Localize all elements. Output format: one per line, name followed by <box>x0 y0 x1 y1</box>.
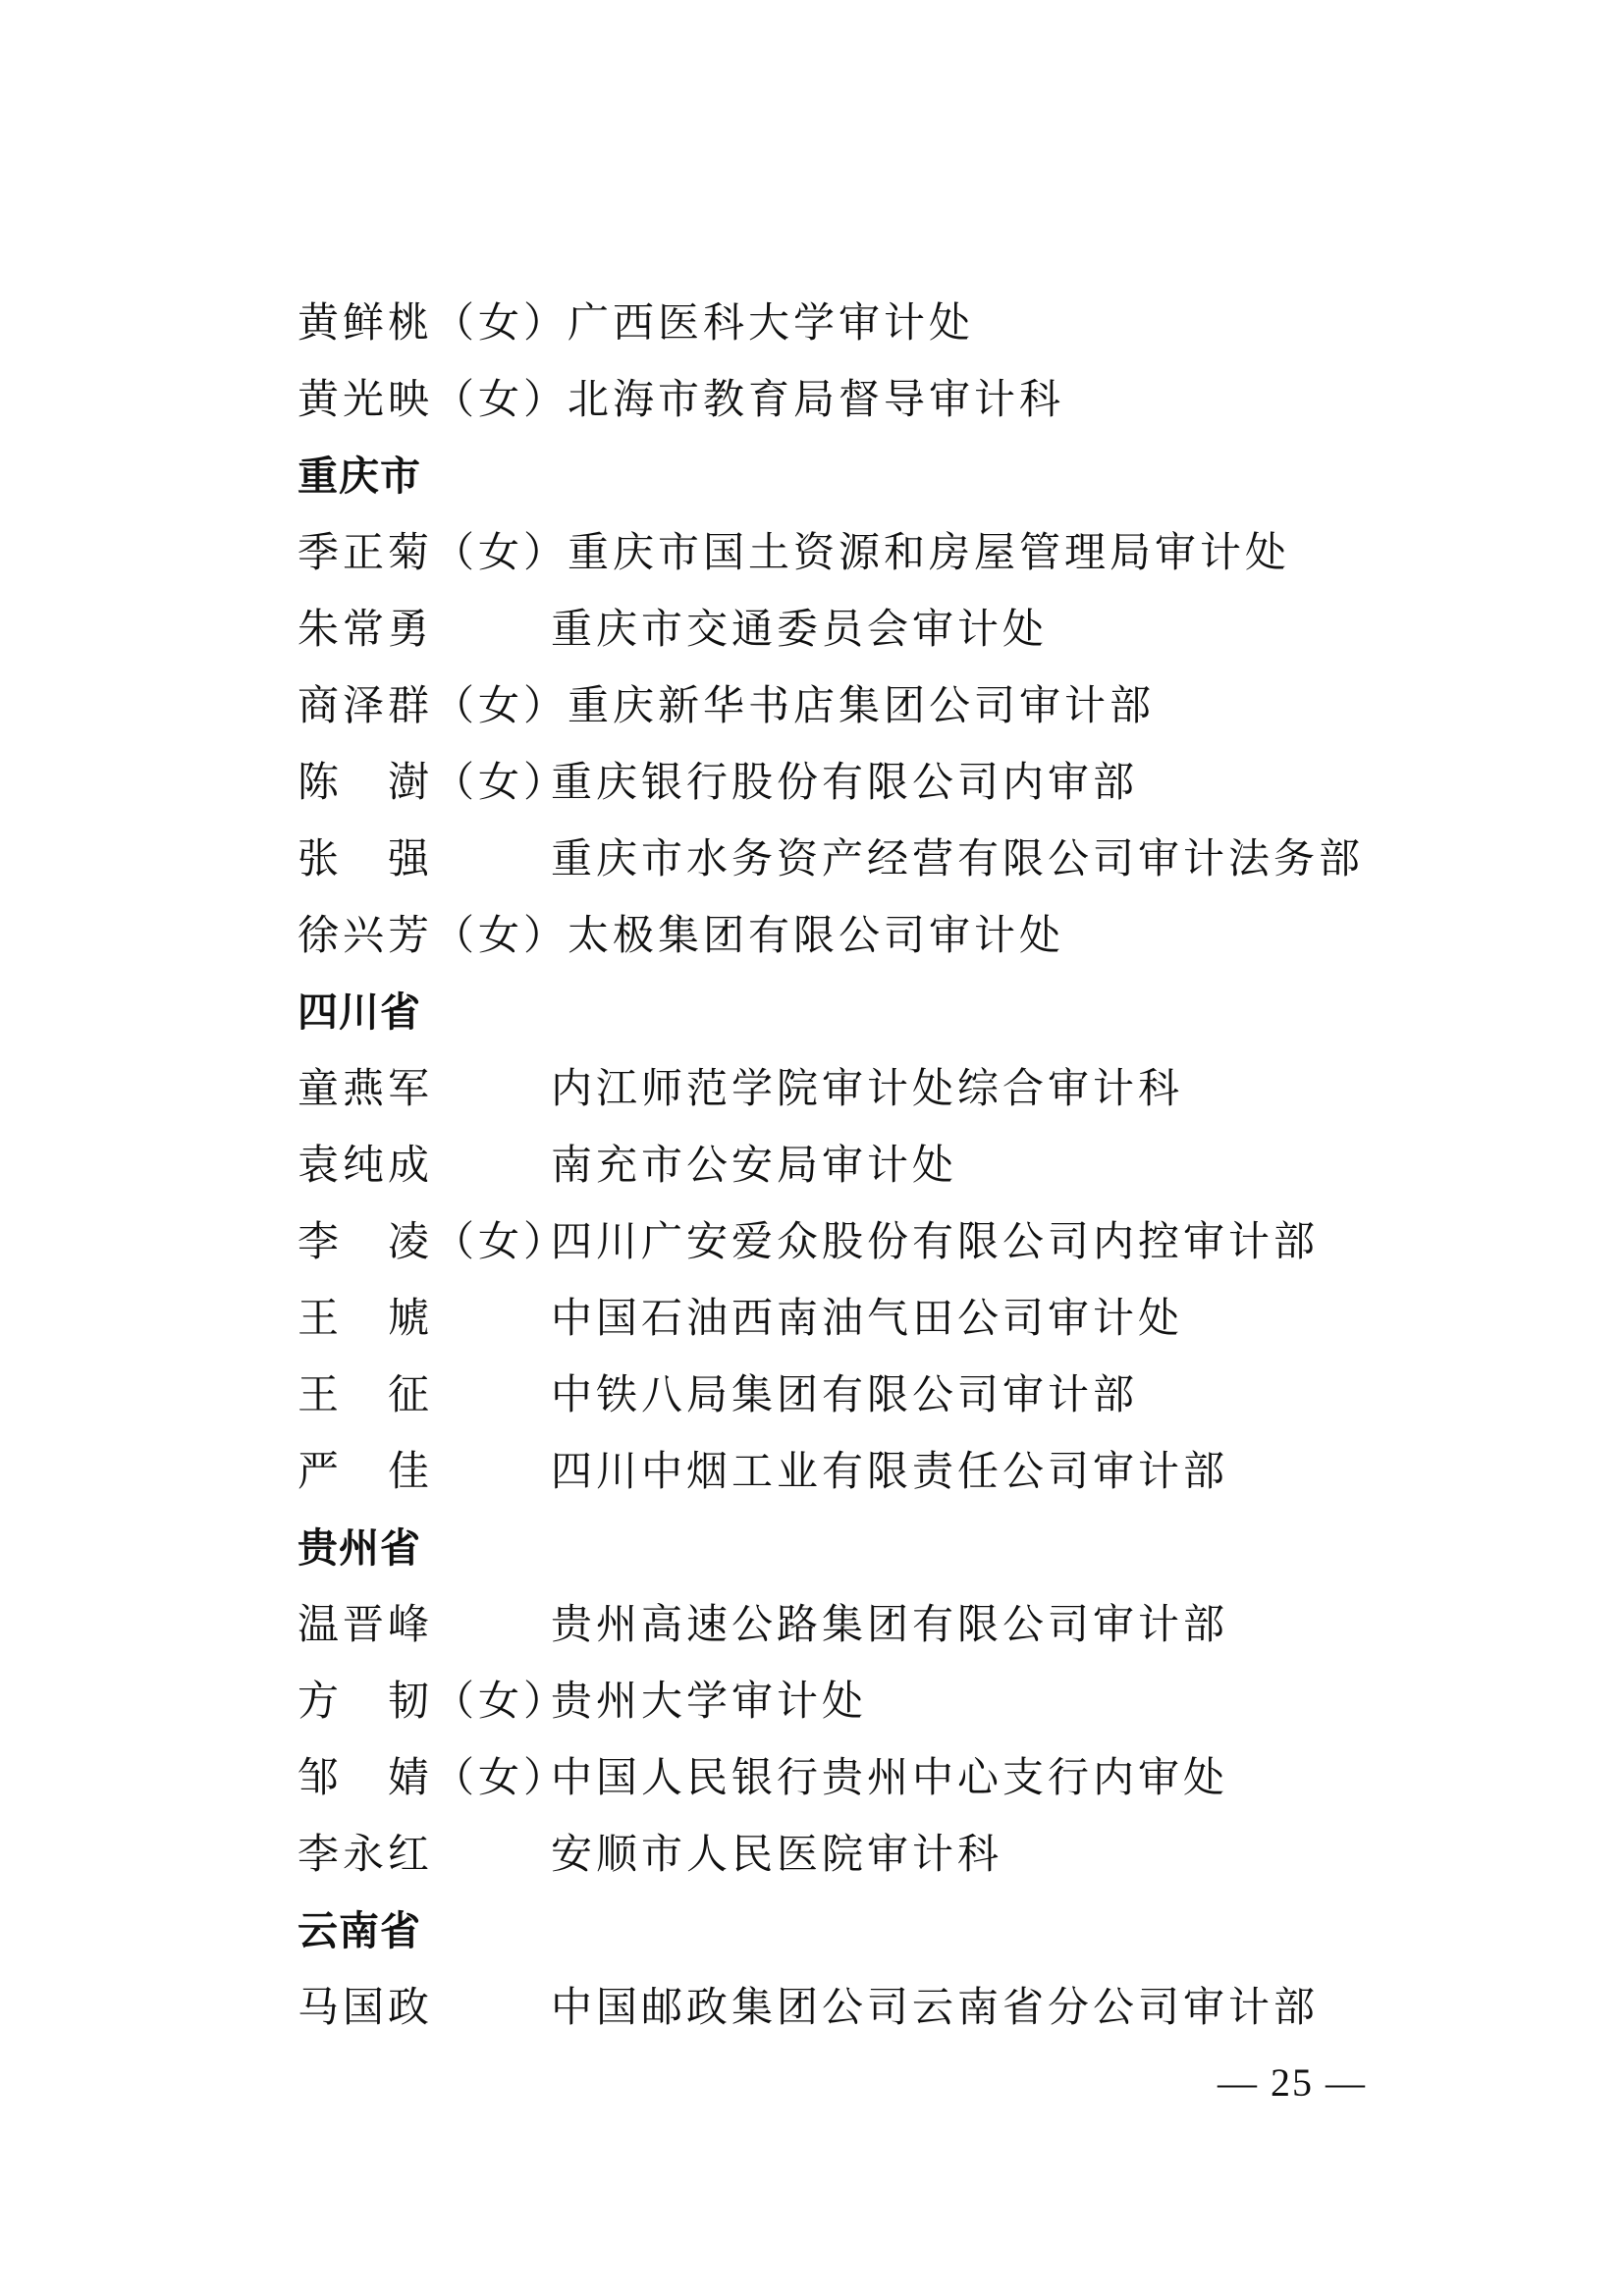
page-number: — 25 — <box>1218 2060 1367 2105</box>
roster-entry <box>298 1433 1397 1510</box>
roster-entry <box>298 1127 1397 1203</box>
work-unit: 重庆市交通委员会审计处 <box>551 605 1049 653</box>
person-name: 邹 婧（女） <box>298 1753 569 1801</box>
person-name: 商泽群（女） <box>298 681 569 729</box>
work-unit: 重庆新华书店集团公司审计部 <box>568 681 1156 729</box>
work-unit: 中铁八局集团有限公司审计部 <box>551 1370 1139 1418</box>
roster-entry <box>298 285 1397 361</box>
roster-entry <box>298 897 1397 974</box>
roster-entry <box>298 744 1397 821</box>
roster-entry <box>298 1586 1397 1663</box>
work-unit: 广西医科大学审计处 <box>568 298 975 347</box>
person-name: 张 强 <box>298 834 434 882</box>
work-unit: 中国人民银行贵州中心支行内审处 <box>551 1753 1229 1801</box>
section-heading: 四川省 <box>298 988 421 1036</box>
section-heading: 贵州省 <box>298 1524 421 1572</box>
work-unit: 重庆市水务资产经营有限公司审计法务部 <box>551 834 1365 882</box>
person-name: 温晋峰 <box>298 1600 434 1648</box>
roster-entry <box>298 1663 1397 1739</box>
roster-entry <box>298 361 1397 438</box>
person-name: 朱常勇 <box>298 605 434 653</box>
roster-entry <box>298 821 1397 897</box>
person-name: 方 韧（女） <box>298 1677 569 1725</box>
roster-entry <box>298 667 1397 744</box>
work-unit: 北海市教育局督导审计科 <box>568 375 1065 423</box>
section-heading: 云南省 <box>298 1907 421 1954</box>
roster-entry <box>298 1816 1397 1893</box>
roster-entry <box>298 1969 1397 2046</box>
roster-entry <box>298 1357 1397 1433</box>
person-name: 王 征 <box>298 1370 434 1418</box>
work-unit: 安顺市人民医院审计科 <box>551 1830 1003 1878</box>
roster-entry <box>298 1203 1397 1280</box>
work-unit: 太极集团有限公司审计处 <box>568 911 1065 959</box>
work-unit: 重庆银行股份有限公司内审部 <box>551 758 1139 806</box>
roster-entry <box>298 591 1397 667</box>
work-unit: 四川中烟工业有限责任公司审计部 <box>551 1447 1229 1495</box>
roster-entry <box>298 1739 1397 1816</box>
person-name: 王 虓 <box>298 1294 434 1342</box>
person-name: 季正菊（女） <box>298 528 569 576</box>
work-unit: 贵州大学审计处 <box>551 1677 868 1725</box>
work-unit: 南充市公安局审计处 <box>551 1141 958 1189</box>
section-heading: 重庆市 <box>298 453 421 500</box>
work-unit: 贵州高速公路集团有限公司审计部 <box>551 1600 1229 1648</box>
person-name: 李 凌（女） <box>298 1217 569 1265</box>
work-unit: 中国石油西南油气田公司审计处 <box>551 1294 1184 1342</box>
person-name: 李永红 <box>298 1830 434 1878</box>
person-name: 马国政 <box>298 1983 434 2031</box>
roster-list <box>298 285 1397 2046</box>
roster-entry <box>298 1280 1397 1357</box>
roster-entry <box>298 1050 1397 1127</box>
person-name: 袁纯成 <box>298 1141 434 1189</box>
person-name: 黄鲜桃（女） <box>298 298 569 347</box>
work-unit: 中国邮政集团公司云南省分公司审计部 <box>551 1983 1320 2031</box>
person-name: 黄光映（女） <box>298 375 569 423</box>
person-name: 严 佳 <box>298 1447 434 1495</box>
person-name: 陈 澍（女） <box>298 758 569 806</box>
person-name: 徐兴芳（女） <box>298 911 569 959</box>
person-name: 童燕军 <box>298 1064 434 1112</box>
work-unit: 四川广安爱众股份有限公司内控审计部 <box>551 1217 1320 1265</box>
work-unit: 重庆市国土资源和房屋管理局审计处 <box>568 528 1291 576</box>
roster-entry <box>298 514 1397 591</box>
work-unit: 内江师范学院审计处综合审计科 <box>551 1064 1184 1112</box>
